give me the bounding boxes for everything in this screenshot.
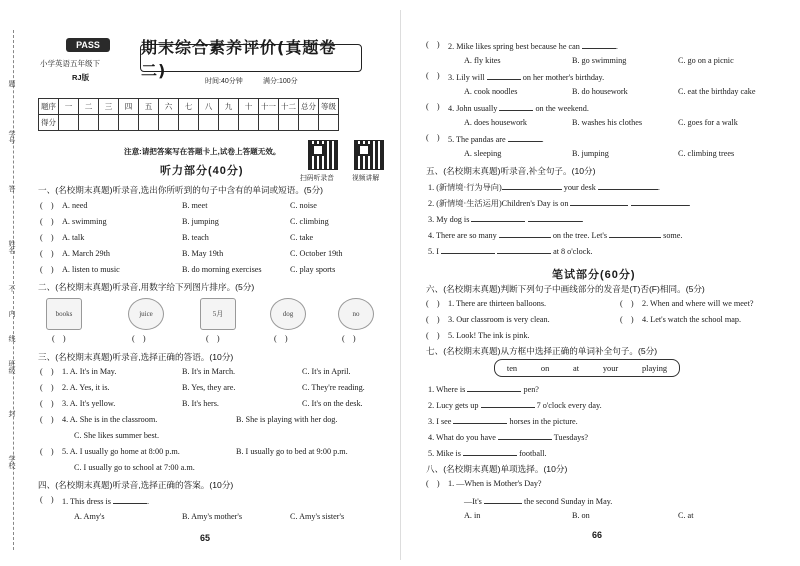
option-c: C. climbing trees [678,149,735,158]
option-a: A. fly kites [464,56,501,65]
option-a: 1. A. It's in May. [62,367,117,376]
option-c: C. It's on the desk. [302,399,363,408]
answer-paren[interactable]: ( ) [342,334,356,343]
score-table [38,98,339,131]
gutter-label: 姓名 [8,240,15,254]
answer-paren[interactable]: ( ) [40,201,54,210]
answer-blank[interactable] [502,181,562,190]
option-a: A. swimming [62,217,107,226]
option-b: B. do housework [572,87,628,96]
score-cell: 五 [139,99,159,115]
option-b: B. jumping [572,149,609,158]
answer-paren[interactable]: ( ) [40,249,54,258]
gutter-label: 封 [8,410,15,417]
score-input-cell[interactable] [299,115,319,131]
word-option: playing [641,363,668,373]
question-text: 1. This dress is . [62,497,150,506]
option-a: A. sleeping [464,149,502,158]
section-1-heading: 一、(名校期末真题)听录音,选出你所听到的句子中含有的单词或短语。(5分) [38,185,324,195]
answer-blank[interactable] [598,181,658,190]
answer-paren[interactable]: ( ) [426,71,440,80]
score-cell: 一 [59,99,79,115]
question-text: 1. (新情境·行为导向) [428,183,502,192]
answer-paren[interactable]: ( ) [426,133,440,142]
section-8-heading: 八、(名校期末真题)单项选择。(10分) [426,464,568,474]
answer-paren[interactable]: ( ) [206,334,220,343]
fill-line-4 [428,229,682,240]
score-input-cell[interactable] [159,115,179,131]
right-page [400,0,800,566]
option-b: B. do morning exercises [182,265,262,274]
question-text: 5. The pandas are [448,135,506,144]
option-a: A. cook noodles [464,87,518,96]
word-option: at [573,363,580,373]
option-c: C. It's in April. [302,367,351,376]
score-input-cell[interactable] [179,115,199,131]
gutter-label: 答 [8,185,15,192]
answer-paren[interactable]: ( ) [52,334,66,343]
option-c: C. at [678,511,694,520]
binding-gutter [0,0,30,566]
notice: 注意:请把答案写在答题卡上,试卷上答题无效。 [124,147,281,156]
option-c: C. They're reading. [302,383,365,392]
question-text: 2. Mike likes spring best because he can . [448,42,618,51]
option-b: B. go swimming [572,56,627,65]
option-a: A. March 29th [62,249,110,258]
question-text: 7 o'clock every day. [536,401,602,410]
score-input-cell[interactable] [279,115,299,131]
score-cell: 七 [179,99,199,115]
gutter-label: 线 [8,335,15,342]
option-c: C. go on a picnic [678,56,734,65]
score-cell: 总分 [299,99,319,115]
score-cell: 九 [219,99,239,115]
question-text: on the weekend. [535,104,589,113]
option-b: B. meet [182,201,208,210]
answer-blank[interactable] [471,213,525,222]
answer-blank[interactable] [499,102,533,111]
question-text: 5. Look! The ink is pink. [448,331,530,340]
answer-blank[interactable] [582,40,616,49]
answer-paren[interactable]: ( ) [426,299,440,308]
answer-paren[interactable]: ( ) [40,265,54,274]
option-c: C. play sports [290,265,336,274]
word-option: your [602,363,619,373]
question-text: on the tree. Let's [552,231,608,240]
word-option: ten [506,363,518,373]
option-a: A. in [464,511,481,520]
option-c: C. October 19th [290,249,343,258]
page-number: 66 [592,530,603,540]
answer-paren[interactable]: ( ) [426,40,440,49]
score-input-cell[interactable] [99,115,119,131]
section-4-heading: 四、(名校期末真题)听录音,选择正确的答案。(10分) [38,480,234,490]
answer-paren[interactable]: ( ) [620,299,634,308]
answer-blank[interactable] [441,245,495,254]
option-b: B. washes his clothes [572,118,643,127]
written-section-title: 笔试部分(60分) [552,269,636,281]
section-7-heading: 七、(名校期末真题)从方框中选择正确的单词补全句子。(5分) [426,346,658,356]
answer-paren[interactable]: ( ) [620,315,634,324]
option-a: A. listen to music [62,265,120,274]
score-cell: 四 [119,99,139,115]
option-a: 4. A. She is in the classroom. [62,415,158,424]
question-text: on her mother's birthday. [522,73,605,82]
question-text: 3. Our classroom is very clean. [448,315,550,324]
question-text: 2. When and where will we meet? [642,299,754,308]
picture-books: books [46,298,82,330]
answer-blank[interactable] [570,197,628,206]
answer-blank[interactable] [487,71,521,80]
qr-code-video[interactable] [354,140,384,170]
option-b: B. jumping [182,217,219,226]
answer-paren[interactable]: ( ) [40,495,54,504]
question-text [448,71,604,82]
score-label: 满分:100分 [263,78,298,85]
option-b: B. teach [182,233,209,242]
fill-line-1: 1. (新情境·行为导向) your desk . [428,183,660,192]
question-text: 1. —When is Mother's Day? [448,479,542,488]
section-2-heading: 二、(名校期末真题)听录音,用数字给下列图片排序。(5分) [38,282,255,292]
question-text [448,102,589,113]
option-c: C. She likes summer best. [74,431,160,440]
question-text: 5. I [428,247,439,256]
gutter-label: 学号 [8,130,15,144]
score-cell: 题序 [39,99,59,115]
option-a: 3. A. It's yellow. [62,399,116,408]
answer-paren[interactable]: ( ) [426,315,440,324]
picture-calendar: 5月 [200,298,236,330]
answer-blank[interactable] [528,213,582,222]
gutter-label: 班级 [8,360,15,374]
score-cell: 十 [239,99,259,115]
answer-paren[interactable]: ( ) [40,415,54,424]
question-text: 5. Mike is [428,449,461,458]
answer-paren[interactable]: ( ) [132,334,146,343]
answer-blank[interactable] [113,495,147,504]
answer-paren[interactable]: ( ) [40,367,54,376]
word-bank [494,359,680,377]
score-cell: 二 [79,99,99,115]
option-b: B. It's in March. [182,367,236,376]
question-text: your desk [563,183,596,192]
gutter-label: 内 [8,310,15,317]
option-a: A. does housework [464,118,527,127]
question-text: 5. The pandas are . [448,135,544,144]
score-cell: 得分 [39,115,59,131]
listening-section-title: 听力部分(40分) [160,165,244,177]
answer-paren[interactable]: ( ) [426,331,440,340]
section-3-heading: 三、(名校期末真题)听录音,选择正确的答语。(10分) [38,352,234,362]
answer-blank[interactable] [497,245,551,254]
answer-paren[interactable]: ( ) [40,233,54,242]
option-b: B. May 19th [182,249,224,258]
question-text: —It's [464,497,482,506]
answer-paren[interactable]: ( ) [426,479,440,488]
score-input-cell[interactable] [199,115,219,131]
option-a: A. Amy's [74,512,105,521]
score-cell: 十二 [279,99,299,115]
option-c: C. eat the birthday cake [678,87,756,96]
option-c: C. take [290,233,314,242]
answer-paren[interactable]: ( ) [426,102,440,111]
score-cell: 三 [99,99,119,115]
word-option: on [540,363,550,373]
page-title: 期末综合素养评价(真题卷二) [140,44,362,72]
score-input-cell[interactable] [319,115,339,131]
section-5-heading: 五、(名校期末真题)听录音,补全句子。(10分) [426,166,596,176]
option-a: 2. A. Yes, it is. [62,383,110,392]
question-text: 2. (新情境·生活运用)Children's Day is on [428,199,569,208]
fill-line-2: 2. (新情境·生活运用)Children's Day is on . [428,199,691,208]
fill-line-5 [428,245,593,256]
answer-blank[interactable] [508,133,542,142]
question-text: 3. I see [428,417,452,426]
score-input-cell[interactable] [259,115,279,131]
question-text: 4. John usually [448,104,498,113]
question-text: at 8 o'clock. [553,247,593,256]
question-text: football. [519,449,547,458]
qr-code-audio[interactable] [308,140,338,170]
score-input-cell[interactable] [59,115,79,131]
option-c: C. climbing [290,217,329,226]
option-b: B. I usually go to bed at 9:00 p.m. [236,447,348,456]
answer-paren[interactable]: ( ) [274,334,288,343]
section-6-heading: 六、(名校期末真题)判断下列句子中画线部分的发音是(T)否(F)相同。(5分) [426,284,705,294]
answer-blank[interactable] [609,229,661,238]
answer-paren[interactable]: ( ) [40,217,54,226]
option-a: A. talk [62,233,85,242]
option-c: C. noise [290,201,317,210]
option-b: B. on [572,511,590,520]
question-text: pen? [523,385,539,394]
score-cell: 八 [199,99,219,115]
question-text: the second Sunday in May. [523,497,613,506]
score-cell: 六 [159,99,179,115]
picture-no-sign: no [338,298,374,330]
answer-blank[interactable] [499,229,551,238]
answer-blank[interactable] [631,197,689,206]
qr2-label: 视频讲解 [352,175,380,182]
edition: RJ版 [72,73,90,82]
question-text: 4. Let's watch the school map. [642,315,742,324]
option-b: B. It's hers. [182,399,219,408]
time-label: 时间:40分钟 [205,78,243,85]
option-b: B. Amy's mother's [182,512,243,521]
question-text: some. [663,231,683,240]
question-text: horses in the picture. [509,417,578,426]
score-input-cell[interactable] [139,115,159,131]
answer-paren[interactable]: ( ) [40,399,54,408]
option-c: C. I usually go to school at 7:00 a.m. [74,463,195,472]
page-number: 65 [200,533,211,543]
score-cell: 等级 [319,99,339,115]
fill-line-3: 3. My dog is . [428,215,584,224]
brand-logo: PASS [66,38,110,52]
question-text: 4. What do you have [428,433,496,442]
score-cell: 十一 [259,99,279,115]
picture-juice: juice [128,298,164,330]
option-b: B. She is playing with her dog. [236,415,338,424]
option-b: B. Yes, they are. [182,383,236,392]
grade-line: 小学英语五年级下 [40,59,100,68]
gutter-label: 学校 [8,455,15,469]
question-text: 1. This dress is [62,497,111,506]
option-a: A. need [62,201,88,210]
gutter-label: 不 [8,285,15,292]
question-text: 4. There are so many [428,231,497,240]
picture-dog: dog [270,298,306,330]
question-text: 2. Mike likes spring best because he can [448,42,580,51]
question-text: 3. Lily will [448,73,485,82]
question-text: 2. Lucy gets up [428,401,479,410]
question-text: Tuesdays? [553,433,589,442]
score-input-cell[interactable] [79,115,99,131]
score-input-cell[interactable] [239,115,259,131]
gutter-label: 题 [8,80,15,87]
question-text: 1. There are thirteen balloons. [448,299,547,308]
option-c: C. goes for a walk [678,118,738,127]
answer-paren[interactable]: ( ) [40,383,54,392]
answer-paren[interactable]: ( ) [40,447,54,456]
question-text: 3. My dog is [428,215,470,224]
qr1-label: 扫码听录音 [300,175,334,182]
option-a: 5. A. I usually go home at 8:00 p.m. [62,447,180,456]
score-input-cell[interactable] [119,115,139,131]
score-input-cell[interactable] [219,115,239,131]
option-c: C. Amy's sister's [290,512,345,521]
question-text: 1. Where is [428,385,466,394]
